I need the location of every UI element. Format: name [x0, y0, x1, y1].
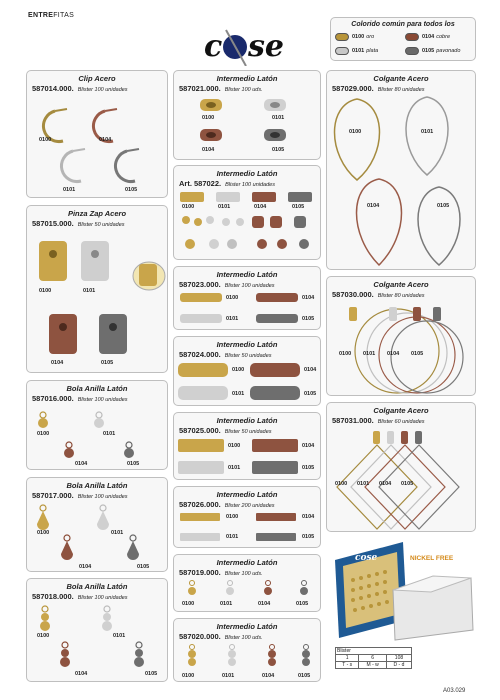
product-intermedio-587019: Intermedio Latón 587019.000. Blister 100 uds. 0100 0101 0104 0105 — [173, 554, 321, 612]
svg-text:se: se — [248, 29, 284, 64]
swatch-plata: 0101 plata — [335, 47, 378, 55]
product-code: 587016.000. Blister 100 unidades — [32, 394, 128, 403]
product-bola-anilla-1: Bola Anilla Latón 587016.000. Blister 100 unidades 0100 0101 0104 0105 — [26, 380, 168, 470]
product-intermedio-587020: Intermedio Latón 587020.000. Blister 100 uds. 0100 0101 0104 0105 — [173, 618, 321, 682]
product-title: Intermedio Latón — [216, 490, 278, 499]
product-code: 587015.000. Blister 50 unidades — [32, 219, 125, 228]
section-title: ENTREFITAS — [28, 12, 75, 19]
product-title: Intermedio Latón — [216, 169, 278, 178]
colour-legend — [330, 17, 476, 61]
product-code: 587024.000. Blister 50 unidades — [179, 350, 272, 359]
product-title: Colgante Acero — [373, 280, 429, 289]
small-tube-icons — [174, 511, 321, 548]
product-intermedio-587025: Intermedio Latón 587025.000. Blister 50 unidades 0100 0104 0101 0105 — [173, 412, 321, 480]
product-title: Bola Anilla Latón — [66, 582, 128, 591]
product-code: 587030.000. Blister 80 unidades — [332, 290, 425, 299]
product-title: Intermedio Latón — [216, 270, 278, 279]
product-title: Clip Acero — [78, 74, 116, 83]
clip-earring-icons — [35, 99, 165, 198]
product-code: 587026.000. Blister 200 unidades — [179, 500, 275, 509]
colour-legend-title: Colorido común para todos los — [351, 21, 455, 28]
swatch-pavonado: 0105 pavonado — [405, 47, 460, 55]
ring-bead-icons — [174, 95, 321, 160]
double-crimp-icons — [174, 643, 321, 669]
product-code: 587020.000. Blister 100 uds. — [179, 632, 263, 641]
product-pinza-zap: Pinza Zap Acero 587015.000. Blister 50 unidades 0100 0101 0104 0105 — [26, 205, 168, 373]
blister-quantity-table: Blister 1 6 108 T - s M - w D - d — [335, 647, 412, 669]
product-colgante-587031: Colgante Acero 587031.000. Blister 60 unidades 0100 0101 0104 0105 — [326, 402, 476, 532]
svg-text:cose: cose — [355, 553, 378, 563]
product-code: 587019.000. Blister 100 uds. — [179, 568, 263, 577]
product-title: Colgante Acero — [373, 74, 429, 83]
pinza-icons — [33, 236, 167, 361]
brand-logo — [200, 26, 295, 62]
product-bola-anilla-2: Bola Anilla Latón 587017.000. Blister 100 unidades 0100 0101 0104 0105 — [26, 477, 168, 572]
product-title: Pinza Zap Acero — [67, 209, 127, 218]
product-title: Bola Anilla Latón — [66, 481, 128, 490]
product-colgante-587030: Colgante Acero 587030.000. Blister 80 unidades 0100 0101 0104 0105 — [326, 276, 476, 396]
teardrop-icons — [27, 502, 168, 572]
round-hoop-icons — [327, 301, 476, 396]
ridged-tube-icons — [174, 437, 321, 480]
product-title: Intermedio Latón — [216, 558, 278, 567]
swatch-oro: 0100 oro — [335, 33, 374, 41]
product-intermedio-587026: Intermedio Latón 587026.000. Blister 200 unidades 0100 0104 0101 0105 — [173, 486, 321, 548]
product-code: 587014.000. Blister 100 unidades — [32, 84, 128, 93]
svg-text:c: c — [204, 29, 223, 64]
product-code: 587018.000. Blister 100 unidades — [32, 592, 128, 601]
product-code: 587021.000. Blister 100 uds. — [179, 84, 263, 93]
product-code: 587031.000. Blister 60 unidades — [332, 416, 425, 425]
tube-bead-icons — [174, 291, 321, 330]
product-code: 587023.000. Blister 100 unidades — [179, 280, 275, 289]
teardrop-hoop-icons — [327, 95, 476, 270]
product-intermedio-587021: Intermedio Latón 587021.000. Blister 100 uds. 0100 0101 0104 0105 — [173, 70, 321, 160]
bola-icons — [27, 405, 168, 470]
swatch-cobre: 0104 cobre — [405, 33, 450, 41]
product-colgante-587029: Colgante Acero 587029.000. Blister 80 unidades 0100 0101 0104 0105 — [326, 70, 476, 270]
product-intermedio-587023: Intermedio Latón 587023.000. Blister 100 unidades 0100 0104 0101 0105 — [173, 266, 321, 330]
crimp-bead-icons — [174, 579, 321, 599]
page-reference: A03.029 — [443, 688, 466, 694]
product-title: Colgante Acero — [373, 406, 429, 415]
product-code: 587025.000. Blister 50 unidades — [179, 426, 272, 435]
mixed-bead-icons — [174, 190, 321, 260]
product-title: Intermedio Latón — [216, 622, 278, 631]
product-intermedio-587022: Intermedio Latón Art. 587022. Blister 100 unidades 0100 0101 0104 0105 — [173, 165, 321, 260]
product-title: Intermedio Latón — [216, 74, 278, 83]
product-title: Intermedio Latón — [216, 340, 278, 349]
product-title: Intermedio Latón — [216, 416, 278, 425]
product-code: Art. 587022. Blister 100 unidades — [179, 179, 275, 188]
product-package-image — [333, 540, 475, 642]
product-title: Bola Anilla Latón — [66, 384, 128, 393]
diamond-hoop-icons — [327, 427, 476, 532]
product-bola-anilla-3: Bola Anilla Latón 587018.000. Blister 100 unidades 0100 0101 0104 0105 — [26, 578, 168, 682]
product-intermedio-587024: Intermedio Latón 587024.000. Blister 50 unidades 0100 0104 0101 0105 — [173, 336, 321, 406]
double-bead-icons — [27, 603, 168, 681]
large-tube-icons — [174, 361, 321, 406]
product-code: 587017.000. Blister 100 unidades — [32, 491, 128, 500]
nickel-free-label: NICKEL FREE — [410, 555, 454, 562]
product-code: 587029.000. Blister 80 unidades — [332, 84, 425, 93]
product-clip-acero: Clip Acero 587014.000. Blister 100 unidades 0100 0104 0101 0105 — [26, 70, 168, 198]
